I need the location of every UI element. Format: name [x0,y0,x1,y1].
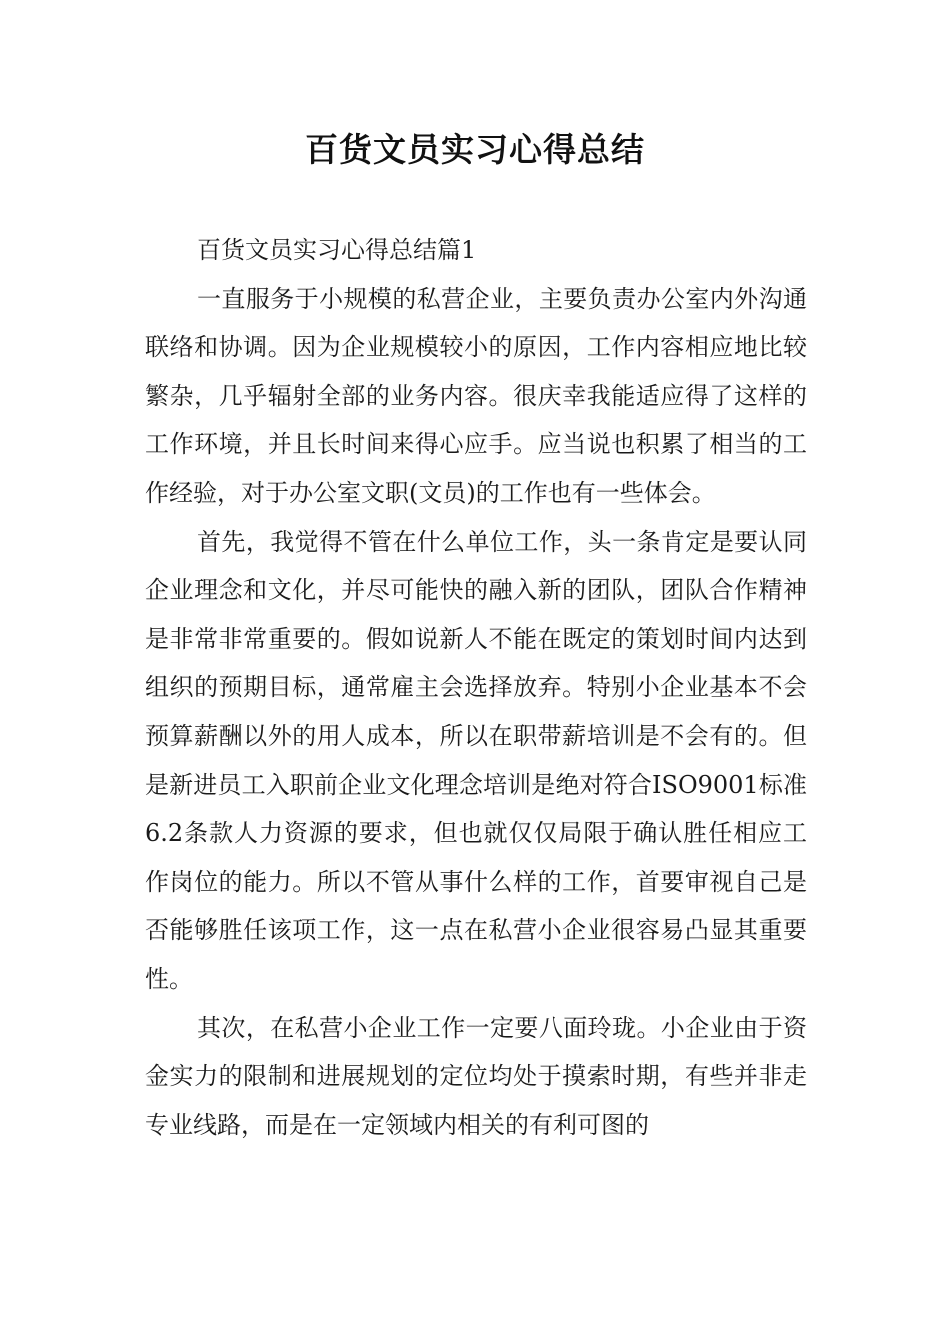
paragraph-2: 首先，我觉得不管在什么单位工作，头一条肯定是要认同企业理念和文化，并尽可能快的融入新的团队，团队合作精神是非常非常重要的。假如说新人不能在既定的策划时间内达到组织的预期目标，通常雇主会选择放弃。特别小企业基本不会预算薪酬以外的用人成本，所以在职带薪培训是不会有的。但是新进员工入职前企业文化理念培训是绝对符合ISO9001标准6.2条款人力资源的要求，但也就仅仅局限于确认胜任相应工作岗位的能力。所以不管从事什么样的工作，首要审视自己是否能够胜任该项工作，这一点在私营小企业很容易凸显其重要性。 [145,527,807,993]
paragraph-1: 一直服务于小规模的私营企业，主要负责办公室内外沟通联络和协调。因为企业规模较小的原因，工作内容相应地比较繁杂，几乎辐射全部的业务内容。很庆幸我能适应得了这样的工作环境，并且长时间来得心应手。应当说也积累了相当的工作经验，对于办公室文职(文员)的工作也有一些体会。 [145,284,807,507]
paragraph-3: 其次，在私营小企业工作一定要八面玲珑。小企业由于资金实力的限制和进展规划的定位均处于摸索时期，有些并非走专业线路，而是在一定领域内相关的有利可图的 [145,1013,807,1139]
document-body [145,226,807,1149]
section-heading: 百货文员实习心得总结篇1 [197,236,477,264]
document-title: 百货文员实习心得总结 [305,130,645,169]
